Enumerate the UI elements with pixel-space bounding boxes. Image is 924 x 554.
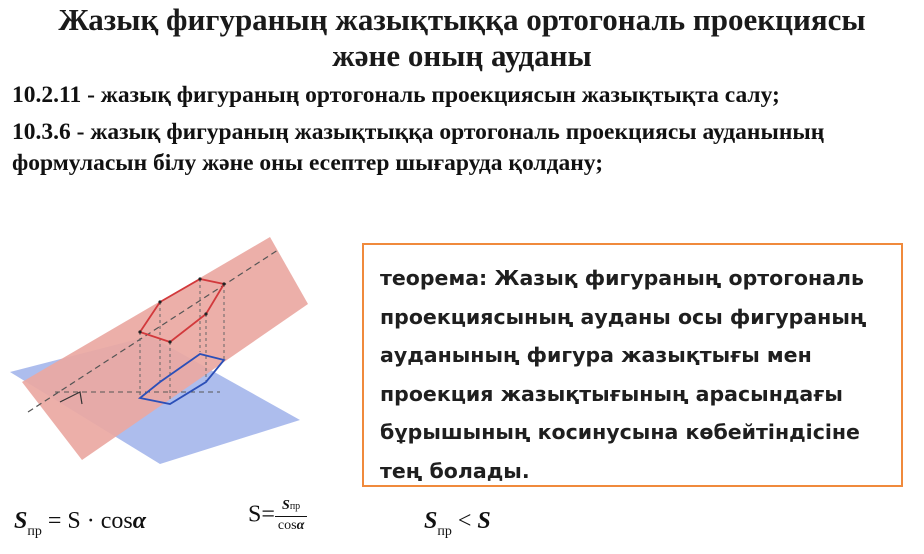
f2-den-alpha: α <box>296 518 305 533</box>
slide-title <box>0 2 924 74</box>
objective-2: 10.3.6 - жазық фигураның жазықтыққа ортогональ проекциясы ауданының формуласын білу және оны есептер шығаруда қолдану; <box>12 119 825 176</box>
f2-fraction <box>275 497 307 535</box>
projection-figure <box>10 232 330 472</box>
f3-op: < <box>451 508 478 534</box>
f2-den: cos <box>277 518 297 533</box>
formula-area <box>248 497 307 535</box>
title-line-1: Жазық фигураның жазықтыққа ортогональ проекциясы <box>58 2 866 37</box>
formula-inequality <box>424 507 491 546</box>
formula-projection-area <box>14 507 146 546</box>
f3-rhs: S <box>477 508 491 534</box>
theorem-box: теорема: Жазық фигураның ортогональ проекциясының ауданы осы фигураның ауданының фигура жазықтығы мен проекция жазықтығының арасындағы бұрышының косинусына көбейтіндісіне тең болады. <box>362 243 903 487</box>
f1-lhs: S <box>14 508 28 534</box>
f2-num-sub: пр <box>289 501 301 512</box>
f1-lhs-sub: пр <box>27 524 42 539</box>
f1-alpha: α <box>132 508 147 534</box>
f3-lhs-sub: пр <box>437 524 452 539</box>
objective-1: 10.2.11 - жазық фигураның ортогональ проекциясын жазықтықта салу; <box>12 82 780 108</box>
f2-lhs: S= <box>248 501 275 528</box>
learning-objectives <box>12 80 912 179</box>
f3-lhs: S <box>424 508 438 534</box>
f1-eq: = <box>41 508 68 534</box>
f1-rhs: S · cos <box>67 508 133 534</box>
title-line-2: және оның ауданы <box>332 38 592 73</box>
f2-num: S <box>282 498 290 513</box>
